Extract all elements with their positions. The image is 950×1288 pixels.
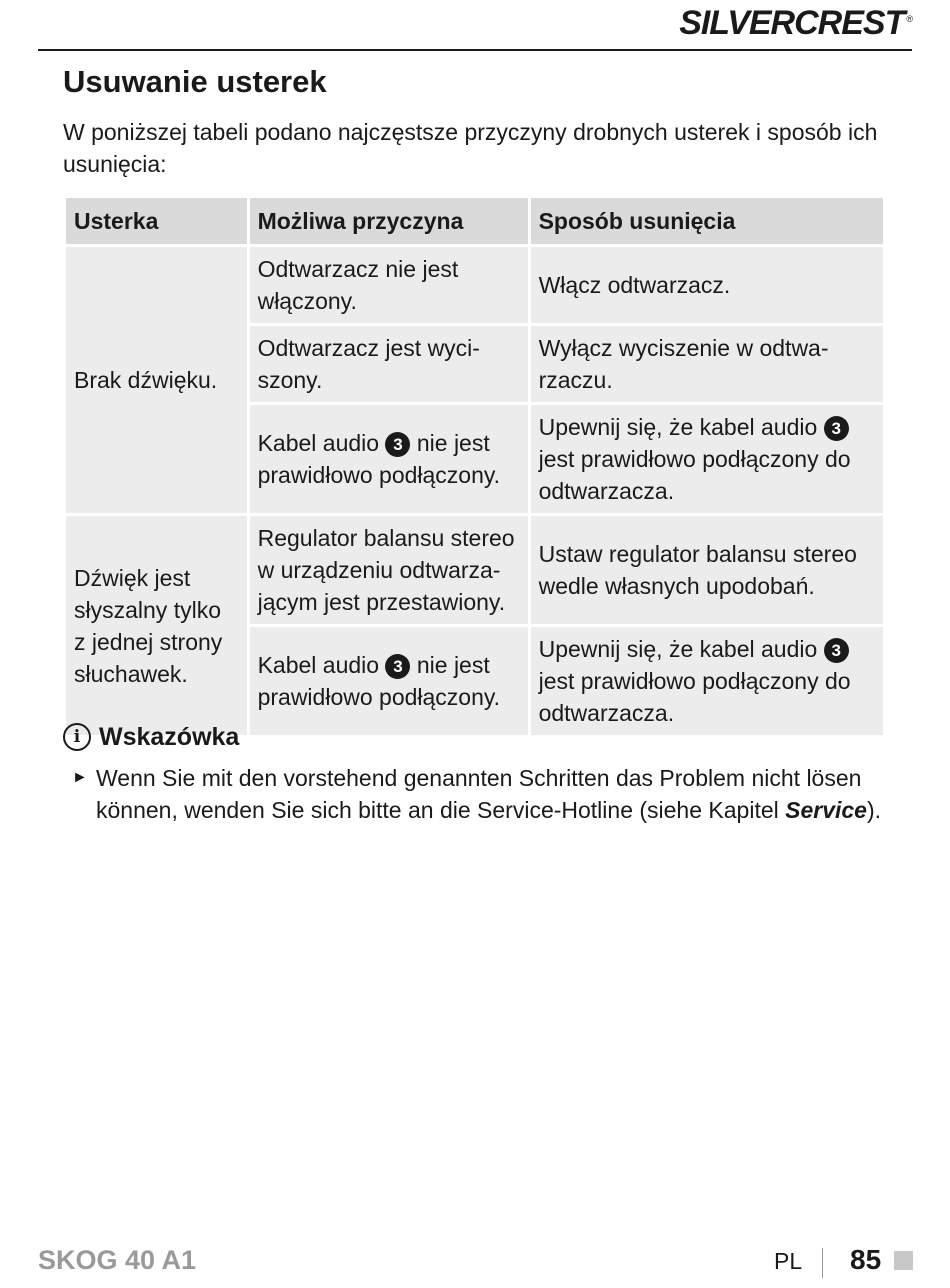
page-number: 85 <box>850 1244 882 1275</box>
remedy-cell: Upewnij się, że kabel audio 3 jest prawidłowo podłączony do odtwarzacza. <box>529 404 884 515</box>
header-rule <box>38 49 912 51</box>
remedy-cell: Wyłącz wyciszenie w odtwa-rzaczu. <box>529 325 884 404</box>
remedy-cell: Ustaw regulator balansu stereo wedle własnych upodobań. <box>529 515 884 626</box>
part-number-badge: 3 <box>824 638 849 663</box>
note-heading <box>63 720 239 754</box>
remedy-cell: Upewnij się, że kabel audio 3 jest prawidłowo podłączony do odtwarzacza. <box>529 626 884 737</box>
note-text: Wenn Sie mit den vorstehend genannten Schritten das Problem nicht lösen können, wenden Sie sich bitte an die Service-Hotline (siehe Kapitel Service). <box>96 765 882 823</box>
cause-cell: Odtwarzacz jest wyci-szony. <box>248 325 529 404</box>
part-number-badge: 3 <box>385 654 410 679</box>
footer-square-mark <box>894 1251 913 1270</box>
remedy-cell: Włącz odtwarzacz. <box>529 246 884 325</box>
service-reference: Service <box>785 797 867 823</box>
footer-language: PL <box>774 1248 803 1274</box>
cause-cell: Kabel audio 3 nie jest prawidłowo podłączony. <box>248 404 529 515</box>
cause-cell: Odtwarzacz nie jest włączony. <box>248 246 529 325</box>
footer-separator <box>822 1248 823 1278</box>
fault-cell: Brak dźwięku. <box>65 246 249 515</box>
section-title: Usuwanie usterek <box>63 64 327 99</box>
troubleshooting-table <box>63 195 886 738</box>
column-header-remedy: Sposób usunięcia <box>529 197 884 246</box>
cause-cell: Kabel audio 3 nie jest prawidłowo podłączony. <box>248 626 529 737</box>
cause-cell: Regulator balansu stereo w urządzeniu odtwarza-jącym jest przestawiony. <box>248 515 529 626</box>
section-intro: W poniższej tabeli podano najczęstsze przyczyny drobnych usterek i sposób ich usunięcia: <box>63 119 878 177</box>
footer-model: SKOG 40 A1 <box>38 1245 197 1275</box>
table-header-row <box>65 197 885 246</box>
note-item <box>72 762 892 826</box>
part-number-badge: 3 <box>824 416 849 441</box>
note-title: Wskazówka <box>99 722 240 751</box>
column-header-fault: Usterka <box>65 197 249 246</box>
table-row <box>65 515 885 626</box>
brand-logo: SILVERCREST ® <box>679 4 912 42</box>
part-number-badge: 3 <box>385 432 410 457</box>
triangle-arrow-icon: ► <box>72 769 88 786</box>
table-row <box>65 246 885 325</box>
fault-cell: Dźwięk jest słyszalny tylko z jednej strony słuchawek. <box>65 515 249 737</box>
info-icon: i <box>63 723 91 751</box>
column-header-cause: Możliwa przyczyna <box>248 197 529 246</box>
